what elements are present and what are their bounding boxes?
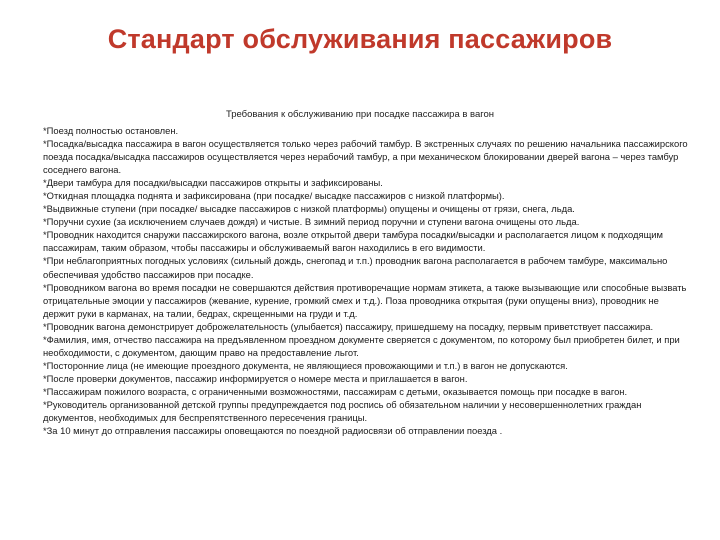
requirement-item: *Откидная площадка поднята и зафиксирована (при посадке/ высадке пассажиров с низкой платформы).: [43, 190, 505, 202]
section-heading: Требования к обслуживанию при посадке пассажира в вагон: [225, 109, 495, 120]
requirement-item: *После проверки документов, пассажир информируется о номере места и приглашается в вагон.: [43, 372, 468, 384]
requirement-item: *За 10 минут до отправления пассажиры оповещаются по поездной радиосвязи об отправлении поезда .: [43, 425, 503, 437]
requirement-item: *Проводником вагона во время посадки не совершаются действия противоречащие нормам этикета, а также вызывающие или способные вызвать отрицательные эмоции у пассажиров (жевание, курение, громкий смех и т.д.). Поза проводника открытая (руки опущены вниз), проводник не держит руки в карманах, на талии, бедрах, скрещенными на груди и т.д.: [43, 281, 687, 319]
requirement-item: *Посторонние лица (не имеющие проездного документа, не являющиеся провожающими и т.п.) в вагон не допускаются.: [43, 359, 568, 371]
requirement-item: *Проводник вагона демонстрирует доброжелательность (улыбается) пассажиру, пришедшему на посадку, первым приветствует пассажира.: [43, 320, 654, 332]
requirement-item: *Поезд полностью остановлен.: [43, 125, 179, 136]
requirement-item: *Руководитель организованной детской группы предупреждается под роспись об обязательном наличии у несовершеннолетних граждан документов, необходимых для беспрепятственного пересечения границы.: [43, 398, 642, 424]
requirement-item: *Фамилия, имя, отчество пассажира на предъявленном проездном документе сверяется с документом, по которому был приобретен билет, и при необходимости, с документом, дающим право на предоставление льгот.: [43, 333, 680, 358]
requirement-item: *Проводник находится снаружи пассажирского вагона, возле открытой двери тамбура посадки/высадки и располагается лицом к подходящим пассажирам, таким образом, чтобы пассажиры и обслуживаемый вагон находились в его видимости.: [43, 229, 663, 254]
page-title: Стандарт обслуживания пассажиров: [107, 24, 613, 54]
requirement-item: *Пассажирам пожилого возраста, с ограниченными возможностями, пассажирам с детьми, оказывается помощь при посадке в вагон.: [43, 385, 628, 397]
requirement-item: *Поручни сухие (за исключением случаев дождя) и чистые. В зимний период поручни и ступени вагона очищены ото льда.: [43, 216, 580, 228]
requirements-list: [43, 124, 693, 437]
requirement-item: *При неблагоприятных погодных условиях (сильный дождь, снегопад и т.п.) проводник вагона располагается в рабочем тамбуре, максимально обеспечивая удобство пассажиров при посадке.: [43, 255, 668, 280]
requirement-item: *Выдвижные ступени (при посадке/ высадке пассажиров с низкой платформы) опущены и очищены от грязи, снега, льда.: [43, 203, 575, 215]
requirement-item: *Посадка/высадка пассажира в вагон осуществляется только через рабочий тамбур. В экстренных случаях по решению начальника пассажирского поезда посадка/высадка пассажиров осуществляется через нерабочий тамбур, а при механическом блокировании дверей вагона – через тамбур соседнего вагона.: [43, 138, 688, 176]
requirement-item: *Двери тамбура для посадки/высадки пассажиров открыты и зафиксированы.: [43, 177, 383, 189]
